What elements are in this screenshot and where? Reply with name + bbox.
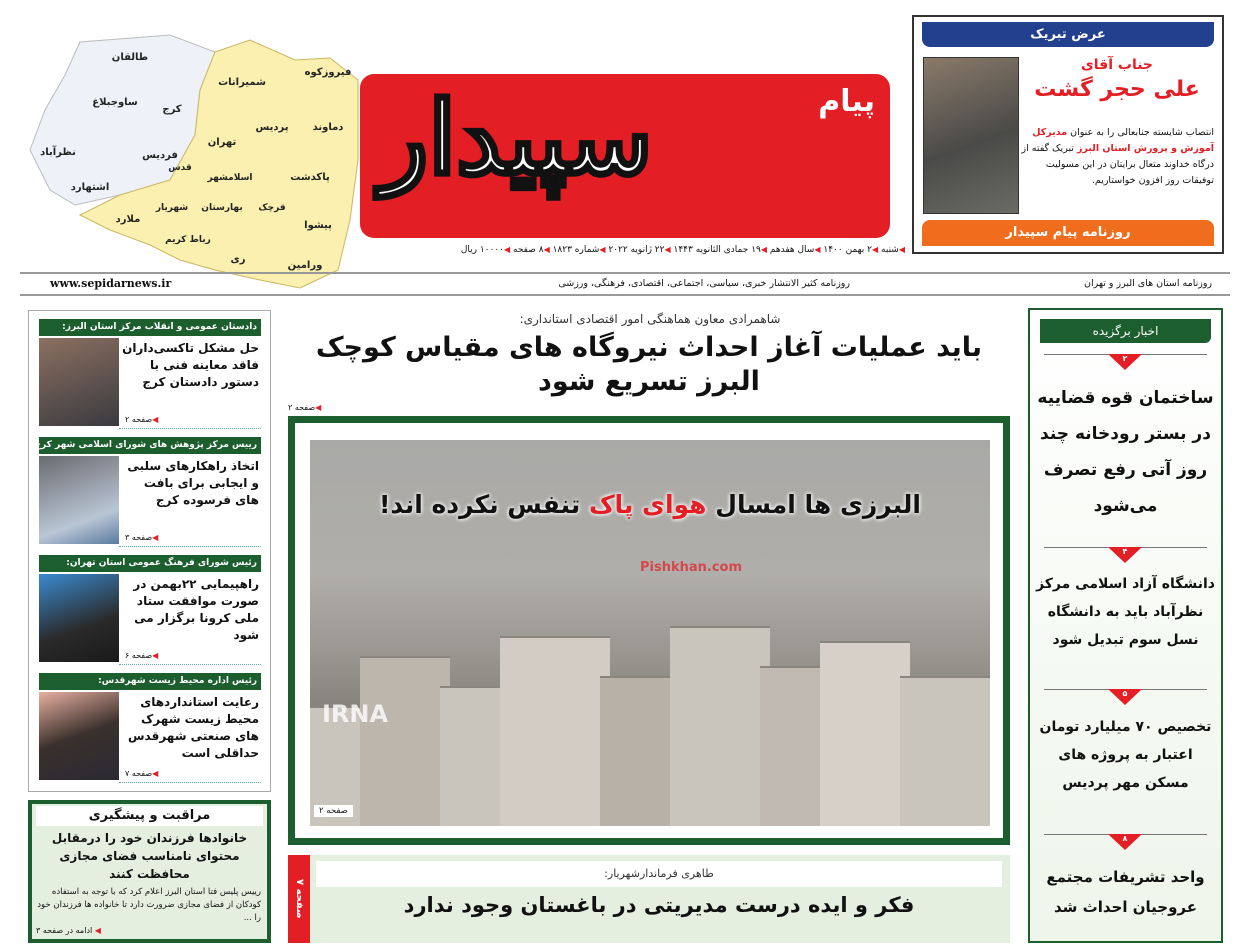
- dateline-item: ۱۰۰۰۰ ریال: [460, 245, 504, 255]
- divider: [119, 782, 261, 783]
- ad-footer: روزنامه پیام سپیدار: [922, 220, 1214, 246]
- photo-headline: [360, 490, 940, 519]
- box-header: مراقبت و پیشگیری: [36, 806, 263, 826]
- map-label: دماوند: [312, 122, 344, 133]
- dateline: ◀شنبه ◀۲ بهمن ۱۴۰۰ ◀سال هفدهم ◀۱۹ جمادی الثانویه ۱۴۴۳ ◀۲۲ ژانویه ۲۰۲۲ ◀شماره ۱۸۲۳ ◀۸ صفحه ◀۱۰۰۰۰ ریال: [460, 245, 905, 255]
- divider: [20, 272, 1230, 274]
- ad-portrait-photo: [923, 57, 1019, 214]
- dateline-item: شماره ۱۸۲۳: [552, 245, 600, 255]
- page-ref: صفحه ۲: [125, 415, 153, 424]
- map-label: نظرآباد: [40, 147, 76, 158]
- dateline-item: سال هفدهم: [769, 245, 815, 255]
- featured-story[interactable]: واحد تشریفات مجتمع عروجیان احداث شد: [1046, 868, 1205, 916]
- map-label: ری: [230, 254, 246, 265]
- story-title: رعایت استانداردهای محیط زیست شهرک های صنعتی شهرقدس حداقلی است: [127, 695, 259, 760]
- story-title: فکر و ایده درست مدیریتی در باغستان وجود ندارد: [403, 893, 915, 917]
- story-photo: [39, 456, 119, 544]
- news-story[interactable]: رییس مرکز پژوهش های شورای اسلامی شهر کرج: اتخاذ راهکارهای سلبی و ایجابی برای بافت های فرسوده کرج ◀صفحه ۳: [39, 437, 261, 551]
- map-label: ملارد: [115, 214, 141, 225]
- story-header: رئیس اداره محیط زیست شهرقدس:: [39, 673, 261, 690]
- dateline-item: ۱۹ جمادی الثانویه ۱۴۴۳: [673, 245, 761, 255]
- page-ref: صفحه ۳: [125, 533, 153, 542]
- divider: [119, 664, 261, 665]
- dateline-item: شنبه: [881, 245, 899, 255]
- news-story[interactable]: رئیس شورای فرهنگ عمومی استان تهران: راهپیمایی ۲۲بهمن در صورت موافقت ستاد ملی کرونا برگزار می شود ◀صفحه ۶: [39, 555, 261, 669]
- map-label: طالقان: [111, 52, 149, 63]
- ad-name: علی حجر گشت: [1034, 77, 1200, 102]
- divider: [119, 546, 261, 547]
- page-ref-tab: صفحه ۷: [288, 855, 310, 943]
- map-label: شهریار: [155, 203, 189, 213]
- tehran-alborz-map: [20, 30, 360, 292]
- congratulation-ad: [912, 15, 1224, 254]
- map-label: بهارستان: [201, 203, 243, 213]
- ad-body-text: انتصاب شایسته جنابعالی را به عنوان: [1070, 127, 1214, 138]
- photo-headline-text: تنفس نکرده اند!: [379, 490, 581, 519]
- dateline-item: ۸ صفحه: [513, 245, 544, 255]
- logo-main-text: سپیدار: [380, 79, 653, 197]
- map-label: ساوجبلاغ: [92, 97, 138, 108]
- featured-news-column: [1028, 308, 1223, 943]
- divider: [119, 428, 261, 429]
- story-photo: [39, 574, 119, 662]
- map-label: فردیس: [142, 150, 178, 161]
- news-story[interactable]: دادستان عمومی و انقلاب مرکز استان البرز: حل مشکل تاکسی‌داران فاقد معاینه فنی با دستور دادستان کرج ◀صفحه ۲: [39, 319, 261, 433]
- featured-story[interactable]: دانشگاه آزاد اسلامی مرکز نظرآباد باید به دانشگاه نسل سوم تبدیل شود: [1036, 576, 1215, 648]
- lead-headline[interactable]: باید عملیات آغاز احداث نیروگاه های مقیاس کوچک البرز تسریع شود: [315, 332, 983, 397]
- newspaper-logo: [360, 74, 890, 238]
- ad-header: عرض تبریک: [922, 22, 1214, 47]
- map-label: ورامین: [287, 260, 323, 271]
- dateline-item: ۲۲ ژانویه ۲۰۲۲: [608, 245, 665, 255]
- news-story[interactable]: رئیس اداره محیط زیست شهرقدس: رعایت استانداردهای محیط زیست شهرک های صنعتی شهرقدس حداقلی است ◀صفحه ۷: [39, 673, 261, 787]
- story-header: رئیس شورای فرهنگ عمومی استان تهران:: [39, 555, 261, 572]
- featured-story[interactable]: ساختمان قوه قضاییه در بستر رودخانه چند روز آتی رفع تصرف می‌شود: [1037, 388, 1214, 516]
- map-label: قدس: [168, 163, 192, 173]
- photo-headline-text: البرزی ها امسال: [715, 490, 921, 519]
- map-label: تهران: [207, 137, 237, 148]
- page-number: ۴: [1122, 547, 1128, 556]
- tagline: روزنامه کثیر الانتشار خبری، سیاسی، اجتماعی، اقتصادی، فرهنگی، ورزشی: [558, 278, 850, 289]
- story-title: اتخاذ راهکارهای سلبی و ایجابی برای بافت های فرسوده کرج: [127, 459, 259, 507]
- page-number: ۸: [1122, 834, 1128, 843]
- map-label: کرج: [162, 104, 182, 115]
- story-header: رییس مرکز پژوهش های شورای اسلامی شهر کرج:: [39, 437, 261, 454]
- ad-salutation: جناب آقای: [1080, 57, 1154, 73]
- website-link[interactable]: www.sepidarnews.ir: [50, 277, 172, 290]
- box-title: خانوادها فرزندان خود را درمقابل محتوای نامناسب فضای مجازی محافظت کنند: [51, 831, 248, 881]
- map-label: قرچک: [258, 203, 286, 213]
- photo-headline-highlight: هوای پاک: [588, 490, 707, 519]
- featured-story[interactable]: تخصیص ۷۰ میلیارد تومان اعتبار به پروژه های مسکن مهر پردیس: [1039, 719, 1212, 791]
- logo-small-text: پیام: [818, 84, 875, 119]
- map-label: پیشوا: [304, 220, 332, 231]
- page-number: ۵: [1122, 689, 1128, 698]
- page-ref: ادامه در صفحه ۳: [36, 926, 93, 935]
- map-label: پردیس: [255, 122, 289, 133]
- map-label: فیروزکوه: [304, 67, 352, 78]
- page-ref: صفحه ۲: [288, 403, 316, 412]
- lead-kicker: شاهمرادی معاون هماهنگی امور اقتصادی استانداری:: [519, 312, 781, 326]
- story-title: حل مشکل تاکسی‌داران فاقد معاینه فنی با دستور دادستان کرج: [122, 341, 259, 389]
- ad-body: [1018, 125, 1214, 189]
- page-number: ۲: [1122, 354, 1128, 363]
- left-news-column: [28, 310, 271, 792]
- page-ref: صفحه ۲: [319, 806, 348, 816]
- divider: [20, 294, 1230, 296]
- prevention-box[interactable]: مراقبت و پیشگیری خانوادها فرزندان خود را درمقابل محتوای نامناسب فضای مجازی محافظت کنند رییس پلیس فتا استان البرز اعلام کرد که با توجه به استفاده کودکان از فضای مجازی ضرورت دارد تا خانواده ها فرزندان خود را ... ◀ ادامه در صفحه ۳: [28, 800, 271, 943]
- box-body: رییس پلیس فتا استان البرز اعلام کرد که با توجه به استفاده کودکان از فضای مجازی ضرورت دارد تا خانواده ها فرزندان خود را ...: [37, 887, 261, 923]
- story-photo: [39, 338, 119, 426]
- story-kicker: طاهری فرماندارشهریار:: [316, 861, 1002, 887]
- region-label: روزنامه استان های البرز و تهران: [1084, 278, 1212, 289]
- map-label: اشتهارد: [70, 182, 110, 193]
- map-label: پاکدشت: [290, 172, 330, 183]
- story-header: دادستان عمومی و انقلاب مرکز استان البرز:: [39, 319, 261, 336]
- ad-body-highlight: مدیرکل: [1032, 127, 1068, 138]
- ad-body-text: تبریک گفته از درگاه خداوند متعال برایتان در این مسولیت توفیقات روز افزون خواستاریم.: [1021, 143, 1214, 186]
- map-label: شمیرانات: [218, 77, 266, 88]
- story-title: راهپیمایی ۲۲بهمن در صورت موافقت ستاد ملی کرونا برگزار می شود: [133, 577, 259, 642]
- map-label: رباط کریم: [165, 235, 211, 245]
- map-label: اسلامشهر: [207, 173, 253, 183]
- page-ref: صفحه ۶: [125, 651, 153, 660]
- column-header: اخبار برگزیده: [1040, 319, 1211, 343]
- story-photo: [39, 692, 119, 780]
- ad-body-highlight: آموزش و پرورش استان البرز: [1077, 143, 1214, 154]
- watermark: Pishkhan.com: [640, 560, 743, 575]
- bottom-news-story[interactable]: [288, 855, 1010, 943]
- agency-watermark: IRNA: [322, 700, 389, 728]
- dateline-item: ۲ بهمن ۱۴۰۰: [823, 245, 872, 255]
- page-ref: صفحه ۷: [125, 769, 153, 778]
